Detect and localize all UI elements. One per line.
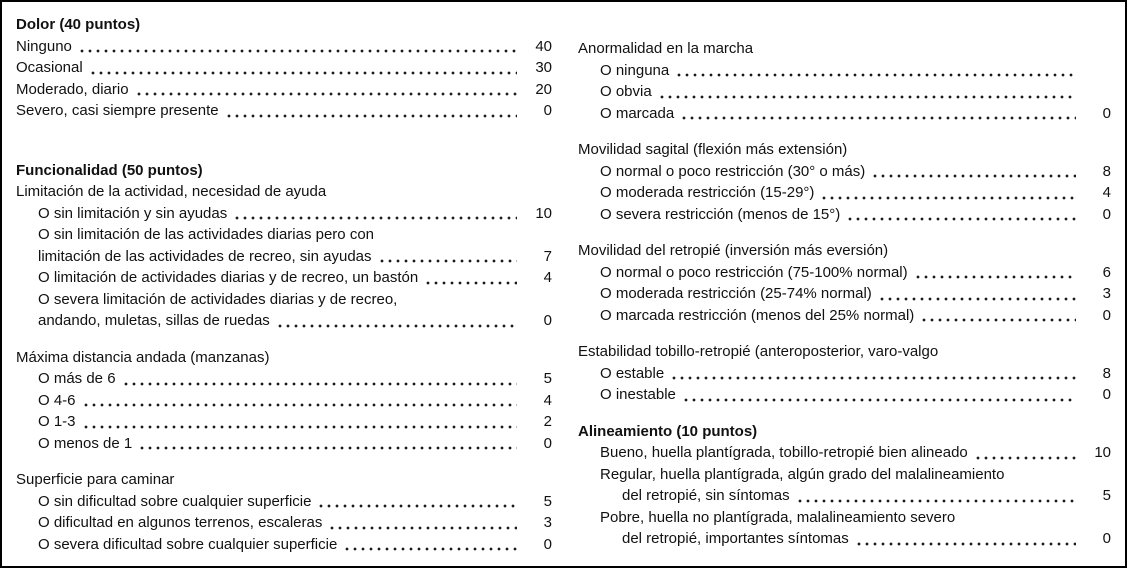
dotted-leader: [680, 116, 1076, 120]
points-value: 0: [1102, 104, 1111, 122]
row-label: Ocasional: [16, 59, 83, 76]
points-value: 0: [1102, 205, 1111, 223]
points-value: 0: [543, 434, 552, 452]
row-label: O normal o poco restricción (75-100% normal): [600, 263, 908, 281]
row-label: O menos de 1: [38, 434, 133, 452]
score-row: [16, 57, 552, 79]
points-value: 8: [1102, 162, 1111, 180]
row-label: Moderado, diario: [16, 80, 129, 98]
row-label: O 1-3: [38, 413, 76, 430]
score-row: [16, 246, 552, 268]
points-value: 0: [543, 102, 552, 119]
dotted-leader: [328, 526, 517, 530]
text-row: [578, 507, 1111, 529]
score-row: [16, 390, 552, 412]
score-row: [578, 528, 1111, 550]
points-value: 4: [1102, 184, 1111, 201]
dotted-leader: [846, 217, 1076, 221]
row-label: O inestable: [600, 386, 676, 403]
score-row: [578, 161, 1111, 183]
score-row: [16, 79, 552, 101]
points-value: 0: [1102, 386, 1111, 403]
row-label: O severa limitación de actividades diarias y de recreo,: [38, 290, 398, 308]
score-row: [16, 267, 552, 289]
row-label: O normal o poco restricción (30° o más): [600, 162, 866, 180]
dotted-leader: [675, 73, 1076, 77]
row-label: O sin limitación de las actividades diarias pero con: [38, 226, 374, 243]
row-label: O marcada restricción (menos del 25% normal): [600, 306, 915, 324]
row-label: O estable: [600, 364, 665, 382]
section-title-row: [578, 421, 1111, 443]
dotted-leader: [138, 446, 517, 450]
points-value: 0: [543, 535, 552, 553]
points-value: 3: [1102, 285, 1111, 302]
row-label: andando, muletas, sillas de ruedas: [38, 312, 270, 329]
dotted-leader: [78, 49, 517, 53]
left-column: [16, 14, 552, 556]
dotted-leader: [122, 382, 517, 386]
score-row: [16, 512, 552, 534]
score-row: [16, 491, 552, 513]
dotted-leader: [914, 275, 1076, 279]
points-value: 4: [543, 269, 552, 286]
dotted-leader: [658, 95, 1076, 99]
dotted-leader: [225, 114, 517, 118]
row-label: Ninguno: [16, 37, 72, 55]
row-label: O sin dificultad sobre cualquier superficie: [38, 492, 312, 510]
row-label: O moderada restricción (25-74% normal): [600, 285, 872, 302]
text-row: [16, 347, 552, 369]
dotted-leader: [920, 318, 1076, 322]
score-row: [578, 204, 1111, 226]
points-value: 0: [1102, 306, 1111, 324]
points-value: 3: [543, 514, 552, 531]
score-row: [16, 310, 552, 332]
section-title: Dolor (40 puntos): [16, 16, 141, 33]
score-row: [578, 182, 1111, 204]
score-row: [578, 60, 1111, 82]
score-row: [578, 305, 1111, 327]
row-label: Limitación de la actividad, necesidad de ayuda: [16, 183, 327, 200]
points-value: 30: [535, 59, 552, 76]
text-row: [578, 464, 1111, 486]
text-row: [578, 38, 1111, 60]
dotted-leader: [682, 398, 1076, 402]
dotted-leader: [89, 71, 517, 75]
score-row: [16, 433, 552, 455]
text-row: [16, 289, 552, 311]
row-label: O severa restricción (menos de 15°): [600, 205, 841, 223]
dotted-leader: [820, 196, 1076, 200]
section-title: Funcionalidad (50 puntos): [16, 161, 203, 179]
points-value: 40: [535, 37, 552, 55]
section-title-row: [16, 14, 552, 36]
points-value: 6: [1102, 263, 1111, 281]
points-value: 2: [543, 413, 552, 430]
row-label: del retropié, sin síntomas: [622, 487, 790, 504]
score-row: [578, 103, 1111, 125]
points-value: 5: [543, 492, 552, 510]
score-row: [16, 100, 552, 122]
row-label: Estabilidad tobillo-retropié (anteroposterior, varo-valgo: [578, 343, 939, 360]
row-label: Máxima distancia andada (manzanas): [16, 348, 270, 366]
points-value: 10: [1094, 444, 1111, 461]
dotted-leader: [317, 504, 517, 508]
dotted-leader: [796, 499, 1076, 503]
row-label: Movilidad del retropié (inversión más eversión): [578, 242, 889, 259]
row-label: O dificultad en algunos terrenos, escaleras: [38, 514, 323, 531]
score-row: [16, 368, 552, 390]
dotted-leader: [378, 259, 517, 263]
row-label: O moderada restricción (15-29°): [600, 184, 815, 201]
row-label: O 4-6: [38, 391, 76, 409]
row-label: Bueno, huella plantígrada, tobillo-retropié bien alineado: [600, 444, 968, 461]
row-label: O limitación de actividades diarias y de recreo, un bastón: [38, 269, 419, 286]
points-value: 8: [1102, 364, 1111, 382]
text-row: [16, 224, 552, 246]
section-title-row: [16, 160, 552, 182]
score-row: [16, 534, 552, 556]
row-label: Superficie para caminar: [16, 471, 175, 488]
dotted-leader: [82, 403, 517, 407]
dotted-leader: [276, 324, 517, 328]
row-label: O ninguna: [600, 61, 670, 79]
text-row: [578, 240, 1111, 262]
row-label: O obvia: [600, 83, 652, 100]
row-label: limitación de las actividades de recreo, sin ayudas: [38, 247, 372, 265]
row-label: Anormalidad en la marcha: [578, 40, 754, 57]
dotted-leader: [670, 376, 1076, 380]
text-row: [578, 139, 1111, 161]
row-label: del retropié, importantes síntomas: [622, 530, 849, 547]
row-label: Movilidad sagital (flexión más extensión): [578, 141, 848, 158]
right-column: [578, 14, 1111, 556]
section-title: Alineamiento (10 puntos): [578, 422, 758, 440]
score-row: [578, 384, 1111, 406]
points-value: 0: [1102, 530, 1111, 547]
dotted-leader: [424, 281, 517, 285]
row-label: O severa dificultad sobre cualquier superficie: [38, 535, 338, 553]
dotted-leader: [135, 92, 517, 96]
row-label: O sin limitación y sin ayudas: [38, 204, 228, 222]
row-label: Severo, casi siempre presente: [16, 102, 219, 119]
score-row: [16, 203, 552, 225]
score-row: [578, 81, 1111, 103]
text-row: [578, 341, 1111, 363]
row-label: O más de 6: [38, 370, 116, 387]
points-value: 0: [543, 312, 552, 329]
dotted-leader: [82, 425, 517, 429]
score-row: [578, 485, 1111, 507]
row-label: Pobre, huella no plantígrada, malalineamiento severo: [600, 508, 956, 526]
dotted-leader: [871, 174, 1076, 178]
points-value: 7: [543, 247, 552, 265]
score-row: [16, 36, 552, 58]
score-row: [578, 262, 1111, 284]
score-row: [578, 283, 1111, 305]
score-row: [16, 411, 552, 433]
dotted-leader: [233, 216, 517, 220]
points-value: 5: [543, 370, 552, 387]
score-row: [578, 442, 1111, 464]
dotted-leader: [855, 542, 1076, 546]
text-row: [16, 181, 552, 203]
text-row: [16, 469, 552, 491]
points-value: 5: [1102, 487, 1111, 504]
score-row: [578, 363, 1111, 385]
dotted-leader: [974, 456, 1076, 460]
dotted-leader: [343, 547, 517, 551]
points-value: 20: [535, 80, 552, 98]
points-value: 10: [535, 204, 552, 222]
row-label: O marcada: [600, 104, 675, 122]
points-value: 4: [543, 391, 552, 409]
row-label: Regular, huella plantígrada, algún grado del malalineamiento: [600, 465, 1005, 483]
dotted-leader: [878, 297, 1076, 301]
